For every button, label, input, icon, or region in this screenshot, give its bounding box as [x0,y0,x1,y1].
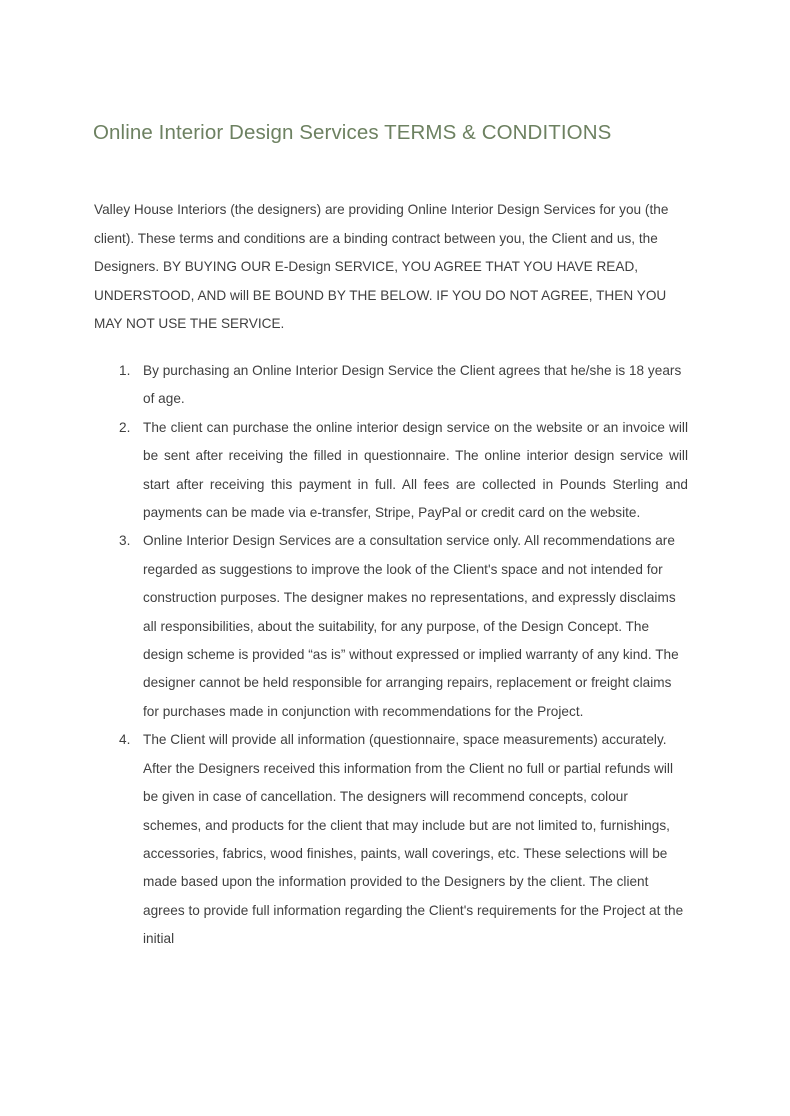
list-item-marker: 3. [119,533,131,549]
list-item-marker: 4. [119,732,131,748]
list-item [94,726,688,953]
list-item-text: By purchasing an Online Interior Design Service the Client agrees that he/she is 18 years of age. [143,363,682,407]
list-item-marker: 2. [119,419,131,435]
list-item-text: The client can purchase the online interior design service on the website or an invoice will be sent after receiving the filled in questionnaire. The online interior design service will start after receiving this payment in full. All fees are collected in Pounds Sterling and payments can be made via e-transfer, Stripe, PayPal or credit card on the website. [143,419,688,521]
list-item [94,357,688,414]
page-title: Online Interior Design Services TERMS & CONDITIONS [93,120,612,144]
intro-paragraph: Valley House Interiors (the designers) are providing Online Interior Design Services for you (the client). These terms and conditions are a binding contract between you, the Client and us, the Designers. BY BUYING OUR E-Design SERVICE, YOU AGREE THAT YOU HAVE READ, UNDERSTOOD, AND will BE BOUND BY THE BELOW. IF YOU DO NOT AGREE, THEN YOU MAY NOT USE THE SERVICE. [94,202,669,332]
list-item [94,527,688,726]
list-item-text: Online Interior Design Services are a consultation service only. All recommendations are regarded as suggestions to improve the look of the Client's space and not intended for construction purposes. The designer makes no representations, and expressly disclaims all responsibilities, about the suitability, for any purpose, of the Design Concept. The design scheme is provided “as is” without expressed or implied warranty of any kind. The designer cannot be held responsible for arranging repairs, replacement or freight claims for purchases made in conjunction with recommendations for the Project. [143,533,679,719]
list-item [94,414,688,528]
list-item-marker: 1. [119,363,131,378]
list-item-text: The Client will provide all information (questionnaire, space measurements) accurately. After the Designers received this information from the Client no full or partial refunds will be given in case of cancellation. The designers will recommend concepts, colour schemes, and products for the client that may include but are not limited to, furnishings, accessories, fabrics, wood finishes, paints, wall coverings, etc. These selections will be made based upon the information provided to the Designers by the client. The client agrees to provide full information regarding the Client's requirements for the Project at the initial [143,732,684,947]
terms-list [94,357,688,954]
